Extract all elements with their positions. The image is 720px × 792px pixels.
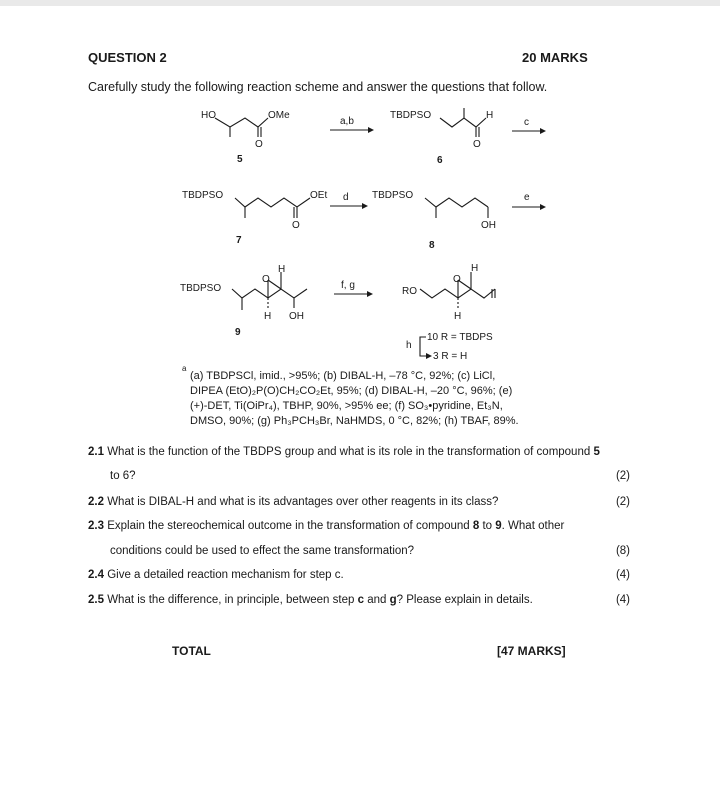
q22-number: 2.2	[88, 496, 104, 508]
cmpd9-oh: OH	[289, 311, 304, 322]
cmpd7-tbdpso: TBDPSO	[182, 190, 224, 201]
compound-8-structure	[372, 190, 496, 251]
q23-marks: (8)	[615, 545, 630, 557]
cmpd6-tbdpso: TBDPSO	[390, 110, 432, 121]
question-2-2	[88, 496, 498, 508]
cmpd7-o: O	[292, 220, 300, 231]
q21-bold: 5	[593, 446, 600, 458]
arrow-label-h: h	[406, 340, 412, 351]
q21-text: What is the function of the TBDPS group and what is its role in the transformation of compound	[107, 446, 591, 458]
q25-marks: (4)	[615, 594, 630, 606]
question-2-5	[88, 594, 533, 606]
q25-text-c: ? Please explain in details.	[396, 594, 533, 606]
q25-bold-a: c	[357, 594, 364, 606]
cmpd10-h-bottom: H	[454, 311, 462, 322]
q25-bold-b: g	[389, 594, 397, 606]
reaction-scheme	[0, 100, 720, 362]
cmpd6-h: H	[486, 110, 494, 121]
arrow-label-d: d	[343, 192, 349, 203]
q22-text: What is DIBAL-H and what is its advantages over other reagents in its class?	[107, 496, 499, 508]
cmpd9-o: O	[262, 274, 270, 285]
q24-number: 2.4	[88, 569, 104, 581]
question-2-4	[88, 569, 344, 581]
cmpd9-h-bottom: H	[264, 311, 272, 322]
q23-number: 2.3	[88, 520, 104, 532]
q23-text-c: . What other	[501, 520, 565, 532]
q23-continuation: conditions could be used to effect the same transformation?	[110, 545, 415, 557]
q24-text: Give a detailed reaction mechanism for step c.	[107, 569, 344, 581]
q21-number: 2.1	[88, 446, 104, 458]
compound-7-structure	[182, 190, 327, 246]
q25-text-a: What is the difference, in principle, between step	[107, 594, 355, 606]
question-marks: 20 MARKS	[522, 50, 588, 65]
q21-marks: (2)	[615, 470, 630, 482]
q23-bold-a: 8	[472, 520, 480, 532]
compound-8-number: 8	[429, 240, 435, 251]
r-def-3: 3 R = H	[433, 351, 468, 362]
cmpd10-ro: RO	[402, 286, 417, 297]
question-2-1	[88, 446, 600, 458]
top-strip	[0, 0, 720, 6]
q23-text-b: to	[482, 520, 493, 532]
cmpd9-h-top: H	[278, 264, 286, 275]
q23-text-a: Explain the stereochemical outcome in the transformation of compound	[107, 520, 470, 532]
total-label: TOTAL	[172, 644, 211, 658]
compound-6-structure	[390, 108, 493, 166]
arrow-label-fg: f, g	[341, 280, 355, 291]
q22-marks: (2)	[615, 496, 630, 508]
cmpd9-tbdpso: TBDPSO	[180, 283, 222, 294]
question-2-3	[88, 520, 564, 532]
arrow-label-c: c	[524, 117, 529, 128]
conditions-line-2: DIPEA (EtO)₂P(O)CH₂CO₂Et, 95%; (d) DIBAL-H, –20 °C, 96%; (e)	[190, 385, 513, 397]
q23-bold-b: 9	[495, 520, 502, 532]
compound-7-number: 7	[236, 235, 242, 246]
q24-marks: (4)	[615, 569, 630, 581]
intro-text: Carefully study the following reaction scheme and answer the questions that follow.	[88, 80, 548, 94]
r-def-10: 10 R = TBDPS	[427, 332, 493, 343]
cmpd8-oh: OH	[481, 220, 496, 231]
cmpd10-o: O	[453, 274, 461, 285]
conditions-superscript: a	[182, 364, 187, 373]
compound-9-structure	[180, 264, 307, 338]
q21-continuation: to 6?	[110, 470, 136, 482]
q25-number: 2.5	[88, 594, 104, 606]
cmpd10-h-top: H	[471, 263, 479, 274]
cmpd5-ome: OMe	[268, 110, 290, 121]
cmpd5-o: O	[255, 139, 263, 150]
question-title: QUESTION 2	[88, 50, 167, 65]
cmpd8-tbdpso: TBDPSO	[372, 190, 414, 201]
compound-9-number: 9	[235, 327, 241, 338]
arrow-label-ab: a,b	[340, 116, 354, 127]
conditions-line-4: DMSO, 90%; (g) Ph₃PCH₃Br, NaHMDS, 0 °C, 82%; (h) TBAF, 89%.	[190, 415, 519, 427]
conditions-line-1: (a) TBDPSCl, imid., >95%; (b) DIBAL-H, –78 °C, 92%; (c) LiCl,	[190, 370, 496, 382]
cmpd7-oet: OEt	[310, 190, 328, 201]
compound-6-number: 6	[437, 155, 443, 166]
conditions-line-3: (+)-DET, Ti(OiPr₄), TBHP, 90%, >95% ee; (f) SO₃•pyridine, Et₃N,	[190, 400, 503, 412]
q25-text-b: and	[367, 594, 387, 606]
total-marks: [47 MARKS]	[497, 644, 566, 658]
compound-10-structure	[402, 263, 495, 322]
compound-5-structure	[201, 110, 290, 165]
compound-5-number: 5	[237, 154, 243, 165]
cmpd6-o: O	[473, 139, 481, 150]
cmpd5-ho: HO	[201, 110, 216, 121]
arrow-label-e: e	[524, 192, 530, 203]
